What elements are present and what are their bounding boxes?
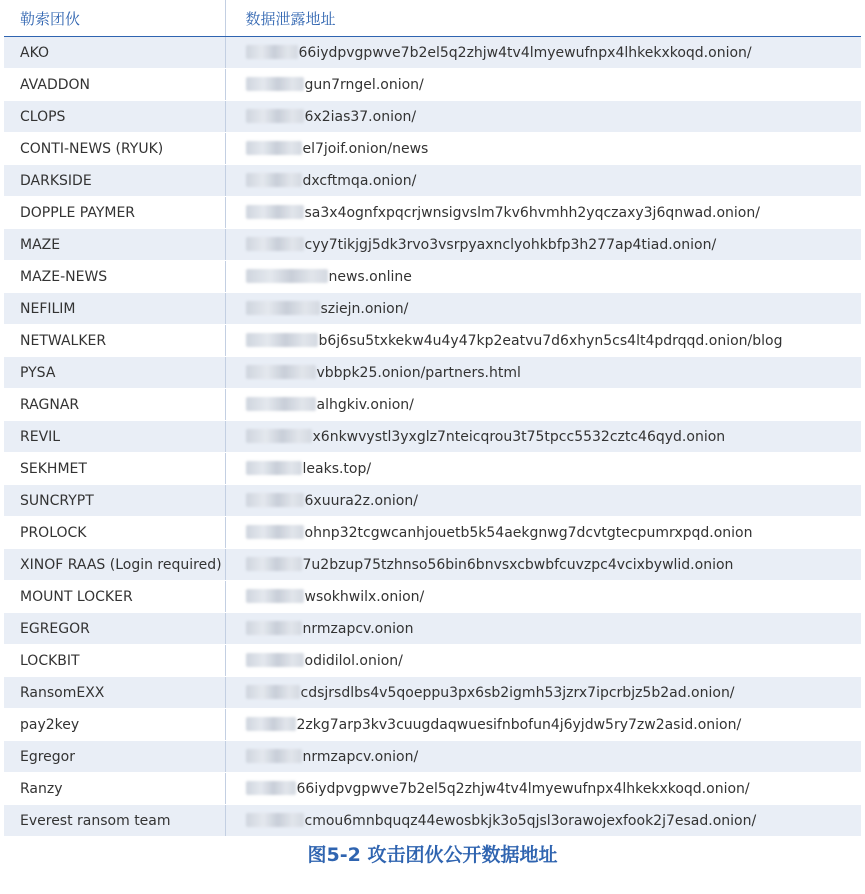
leak-address-cell — [225, 261, 861, 293]
redacted-prefix — [246, 429, 312, 443]
ransom-group-name: RAGNAR — [4, 389, 225, 421]
ransom-group-name: LOCKBIT — [4, 645, 225, 677]
redacted-prefix — [246, 269, 328, 283]
ransom-group-name: NEFILIM — [4, 293, 225, 325]
ransom-group-name: REVIL — [4, 421, 225, 453]
leak-address-text: sa3x4ognfxpqcrjwnsigvslm7kv6hvmhh2yqczaxy3j6qnwad.onion/ — [304, 204, 760, 221]
ransom-group-name: Egregor — [4, 741, 225, 773]
figure-caption: 图5-2 攻击团伙公开数据地址 — [307, 844, 558, 866]
table-row — [4, 773, 861, 805]
leak-address-cell — [225, 69, 861, 101]
redacted-prefix — [246, 333, 318, 347]
leak-address-cell — [225, 485, 861, 517]
leak-address-text: cmou6mnbquqz44ewosbkjk3o5qjsl3orawojexfook2j7esad.onion/ — [304, 812, 757, 829]
table-row — [4, 453, 861, 485]
leak-address-text: 6xuura2z.onion/ — [304, 492, 418, 509]
leak-address-cell — [225, 293, 861, 325]
redacted-prefix — [246, 493, 304, 507]
ransom-group-name: PYSA — [4, 357, 225, 389]
ransom-group-name: AKO — [4, 37, 225, 69]
leak-address-text: 66iydpvgpwve7b2el5q2zhjw4tv4lmyewufnpx4lhkekxkoqd.onion/ — [298, 44, 752, 61]
table-row — [4, 37, 861, 69]
leak-address-cell — [225, 453, 861, 485]
redacted-prefix — [246, 749, 302, 763]
table-row — [4, 709, 861, 741]
table-row — [4, 261, 861, 293]
leak-address-cell — [225, 613, 861, 645]
ransom-group-name: PROLOCK — [4, 517, 225, 549]
ransom-group-name: SUNCRYPT — [4, 485, 225, 517]
leak-address-cell — [225, 229, 861, 261]
redacted-prefix — [246, 109, 304, 123]
leak-address-cell — [225, 165, 861, 197]
leak-address-cell — [225, 37, 861, 69]
leak-address-cell — [225, 421, 861, 453]
ransom-group-name: MAZE — [4, 229, 225, 261]
ransom-group-name: RansomEXX — [4, 677, 225, 709]
redacted-prefix — [246, 173, 302, 187]
table-row — [4, 485, 861, 517]
leak-address-text: sziejn.onion/ — [320, 300, 409, 317]
leak-address-text: 7u2bzup75tzhnso56bin6bnvsxcbwbfcuvzpc4vcixbywlid.onion — [302, 556, 734, 573]
table-row — [4, 741, 861, 773]
leak-address-cell — [225, 357, 861, 389]
leak-address-text: ohnp32tcgwcanhjouetb5k54aekgnwg7dcvtgtecpumrxpqd.onion — [304, 524, 753, 541]
leak-address-cell — [225, 389, 861, 421]
redacted-prefix — [246, 525, 304, 539]
ransom-group-name: pay2key — [4, 709, 225, 741]
leak-address-cell — [225, 709, 861, 741]
leak-address-text: leaks.top/ — [302, 460, 372, 477]
leak-address-cell — [225, 549, 861, 581]
table-row — [4, 101, 861, 133]
redacted-prefix — [246, 205, 304, 219]
leak-address-text: 6x2ias37.onion/ — [304, 108, 417, 125]
redacted-prefix — [246, 301, 320, 315]
leak-address-text: cyy7tikjgj5dk3rvo3vsrpyaxnclyohkbfp3h277ap4tiad.onion/ — [304, 236, 717, 253]
ransom-group-name: MOUNT LOCKER — [4, 581, 225, 613]
table-row — [4, 165, 861, 197]
table-row — [4, 197, 861, 229]
ransom-group-name: MAZE-NEWS — [4, 261, 225, 293]
leak-address-text: news.online — [328, 268, 412, 285]
redacted-prefix — [246, 781, 296, 795]
ransom-group-name: CONTI-NEWS (RYUK) — [4, 133, 225, 165]
leak-address-cell — [225, 773, 861, 805]
table-row — [4, 517, 861, 549]
ransom-group-name: Ranzy — [4, 773, 225, 805]
ransom-group-name: DARKSIDE — [4, 165, 225, 197]
redacted-prefix — [246, 45, 298, 59]
redacted-prefix — [246, 141, 302, 155]
leak-address-cell — [225, 741, 861, 773]
leak-address-text: vbbpk25.onion/partners.html — [316, 364, 521, 381]
table-row — [4, 357, 861, 389]
leak-address-text: el7joif.onion/news — [302, 140, 429, 157]
redacted-prefix — [246, 717, 296, 731]
leak-address-text: cdsjrsdlbs4v5qoeppu3px6sb2igmh53jzrx7ipcrbjz5b2ad.onion/ — [300, 684, 735, 701]
header-group: 勒索团伙 — [4, 0, 225, 37]
ransom-group-name: Everest ransom team — [4, 805, 225, 837]
leak-address-text: 2zkg7arp3kv3cuugdaqwuesifnbofun4j6yjdw5ry7zw2asid.onion/ — [296, 716, 742, 733]
leak-address-text: alhgkiv.onion/ — [316, 396, 414, 413]
redacted-prefix — [246, 77, 304, 91]
ransom-group-name: DOPPLE PAYMER — [4, 197, 225, 229]
redacted-prefix — [246, 685, 300, 699]
table-row — [4, 805, 861, 837]
leak-address-cell — [225, 645, 861, 677]
table-row — [4, 69, 861, 101]
leak-address-table — [4, 0, 861, 837]
leak-address-text: wsokhwilx.onion/ — [304, 588, 425, 605]
redacted-prefix — [246, 589, 304, 603]
ransom-group-name: AVADDON — [4, 69, 225, 101]
table-row — [4, 421, 861, 453]
table-row — [4, 581, 861, 613]
table-row — [4, 293, 861, 325]
table-header — [4, 0, 861, 37]
leak-address-text: nrmzapcv.onion — [302, 620, 414, 637]
header-row — [4, 0, 861, 37]
leak-address-cell — [225, 517, 861, 549]
leak-address-cell — [225, 581, 861, 613]
leak-address-cell — [225, 677, 861, 709]
redacted-prefix — [246, 461, 302, 475]
redacted-prefix — [246, 557, 302, 571]
leak-address-text: dxcftmqa.onion/ — [302, 172, 417, 189]
table-row — [4, 677, 861, 709]
ransom-group-name: CLOPS — [4, 101, 225, 133]
ransom-group-name: XINOF RAAS (Login required) — [4, 549, 225, 581]
leak-address-text: odidilol.onion/ — [304, 652, 403, 669]
leak-address-text: nrmzapcv.onion/ — [302, 748, 419, 765]
table-row — [4, 133, 861, 165]
redacted-prefix — [246, 237, 304, 251]
leak-address-text: gun7rngel.onion/ — [304, 76, 424, 93]
ransom-group-name: EGREGOR — [4, 613, 225, 645]
redacted-prefix — [246, 397, 316, 411]
leak-address-cell — [225, 325, 861, 357]
leak-address-text: b6j6su5txkekw4u4y47kp2eatvu7d6xhyn5cs4lt4pdrqqd.onion/blog — [318, 332, 783, 349]
redacted-prefix — [246, 813, 304, 827]
header-address: 数据泄露地址 — [225, 0, 861, 37]
table-row — [4, 549, 861, 581]
table-row — [4, 613, 861, 645]
ransom-group-name: NETWALKER — [4, 325, 225, 357]
table-row — [4, 389, 861, 421]
leak-address-text: x6nkwvystl3yxglz7nteicqrou3t75tpcc5532cztc46qyd.onion — [312, 428, 726, 445]
leak-address-cell — [225, 101, 861, 133]
leak-address-text: 66iydpvgpwve7b2el5q2zhjw4tv4lmyewufnpx4lhkekxkoqd.onion/ — [296, 780, 750, 797]
table-body — [4, 37, 861, 837]
redacted-prefix — [246, 365, 316, 379]
table-row — [4, 645, 861, 677]
redacted-prefix — [246, 621, 302, 635]
leak-address-cell — [225, 133, 861, 165]
ransom-group-name: SEKHMET — [4, 453, 225, 485]
table-row — [4, 325, 861, 357]
leak-address-cell — [225, 805, 861, 837]
leak-address-cell — [225, 197, 861, 229]
redacted-prefix — [246, 653, 304, 667]
table-row — [4, 229, 861, 261]
